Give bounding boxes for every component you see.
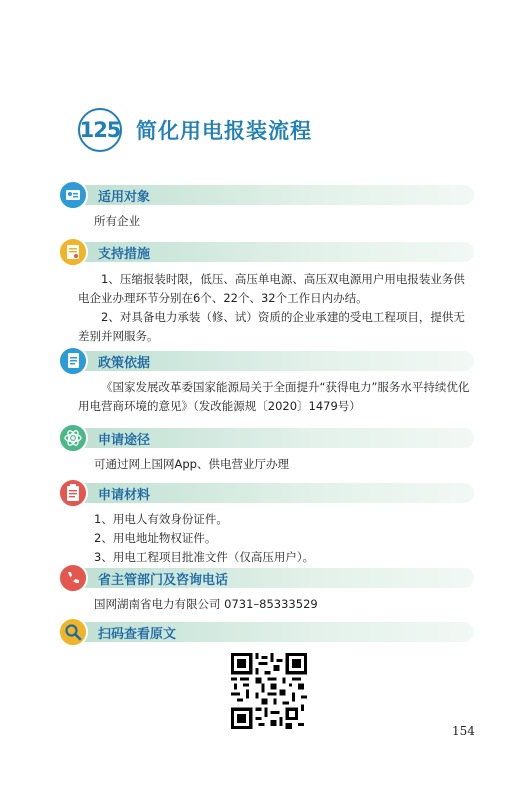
section-body xyxy=(94,510,492,567)
document-icon xyxy=(58,346,88,376)
page-number: 154 xyxy=(452,724,475,738)
page-header xyxy=(78,108,312,152)
section-body xyxy=(94,595,492,614)
section-header-contact xyxy=(58,563,474,593)
section-title: 支持措施 xyxy=(98,247,151,262)
section-body xyxy=(94,455,492,474)
section-body xyxy=(78,270,476,346)
section-body xyxy=(94,212,492,231)
paragraph: 2、对具备电力承装（修、试）资质的企业承建的受电工程项目，提供无差别并网服务。 xyxy=(78,310,465,343)
search-icon xyxy=(58,617,88,647)
section-header-channel xyxy=(58,423,474,453)
paragraph: 《国家发展改革委国家能源局关于全面提升“获得电力”服务水平持续优化用电营商环境的意见》（发改能源规〔2020〕1479号） xyxy=(78,380,470,413)
atom-icon xyxy=(58,423,88,453)
text-line: 国网湖南省电力有限公司 0731–85333529 xyxy=(94,597,318,611)
section-title: 适用对象 xyxy=(98,190,151,205)
section-title: 省主管部门及咨询电话 xyxy=(98,573,229,588)
clipboard-icon xyxy=(58,478,88,508)
section-title: 政策依据 xyxy=(98,356,151,371)
section-title: 扫码查看原文 xyxy=(98,627,177,642)
section-header-target xyxy=(58,180,474,210)
section-title: 申请途径 xyxy=(98,433,151,448)
text-line: 所有企业 xyxy=(94,214,140,228)
paragraph: 1、压缩报装时限，低压、高压单电源、高压双电源用户用电报装业务供电企业办理环节分别在6个、22个、32个工作日内办结。 xyxy=(78,272,465,305)
text-line: 1、用电人有效身份证件。 xyxy=(94,512,228,526)
text-line: 3、用电工程项目批准文件（仅高压用户）。 xyxy=(94,550,315,564)
section-header-policy xyxy=(58,346,474,376)
section-header-scan xyxy=(58,617,474,647)
page-title: 简化用电报装流程 xyxy=(136,119,312,143)
text-line: 可通过网上国网App、供电营业厅办理 xyxy=(94,457,289,471)
id-card-icon xyxy=(58,180,88,210)
section-body xyxy=(78,378,476,416)
phone-icon xyxy=(58,563,88,593)
section-title: 申请材料 xyxy=(98,488,151,503)
text-line: 2、用电地址物权证件。 xyxy=(94,531,217,545)
item-number-badge: 125 xyxy=(78,108,122,152)
section-header-materials xyxy=(58,478,474,508)
qr-code[interactable] xyxy=(231,653,307,729)
certificate-icon xyxy=(58,237,88,267)
section-header-measures xyxy=(58,237,474,267)
